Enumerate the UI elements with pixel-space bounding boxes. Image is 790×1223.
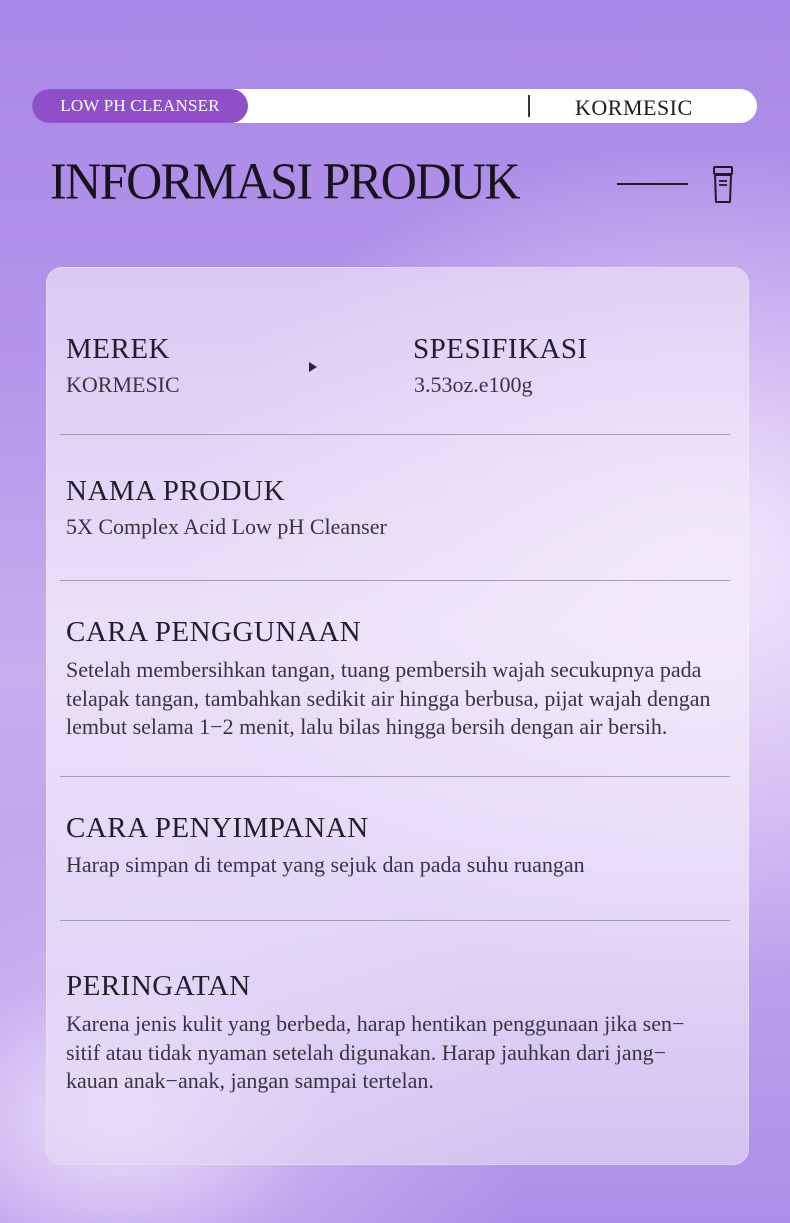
product-name-label: NAMA PRODUK <box>66 475 286 507</box>
warning-line: sitif atau tidak nyaman setelah digunakan. Harap jauhkan dari jang− <box>66 1040 667 1065</box>
storage-label: CARA PENYIMPANAN <box>66 812 369 844</box>
play-arrow-icon <box>309 362 317 372</box>
usage-line: lembut selama 1−2 menit, lalu bilas hingga bersih dengan air bersih. <box>66 714 668 739</box>
title-divider <box>617 183 688 185</box>
usage-line: telapak tangan, tambahkan sedikit air hingga berbusa, pijat wajah dengan <box>66 686 711 711</box>
warning-line: kauan anak−anak, jangan sampai tertelan. <box>66 1068 434 1093</box>
section-divider <box>60 580 730 581</box>
section-divider <box>60 920 730 921</box>
warning-label: PERINGATAN <box>66 970 251 1002</box>
spec-value: 3.53oz.e100g <box>414 372 533 397</box>
top-bar <box>32 89 757 123</box>
warning-line: Karena jenis kulit yang berbeda, harap hentikan penggunaan jika sen− <box>66 1011 685 1036</box>
topbar-divider <box>528 95 530 117</box>
section-divider <box>60 776 730 777</box>
category-pill: LOW PH CLEANSER <box>32 89 248 123</box>
section-divider <box>60 434 730 435</box>
usage-label: CARA PENGGUNAAN <box>66 616 362 648</box>
brand-logo: KORMESIC <box>575 95 693 120</box>
cleanser-tube-icon <box>710 165 736 205</box>
brand-label: MEREK <box>66 333 170 365</box>
usage-line: Setelah membersihkan tangan, tuang pembersih wajah secukupnya pada <box>66 657 702 682</box>
brand-value: KORMESIC <box>66 372 180 397</box>
storage-value: Harap simpan di tempat yang sejuk dan pada suhu ruangan <box>66 852 585 877</box>
spec-label: SPESIFIKASI <box>413 333 588 365</box>
product-name-value: 5X Complex Acid Low pH Cleanser <box>66 514 387 539</box>
page-title: INFORMASI PRODUK <box>50 151 520 211</box>
